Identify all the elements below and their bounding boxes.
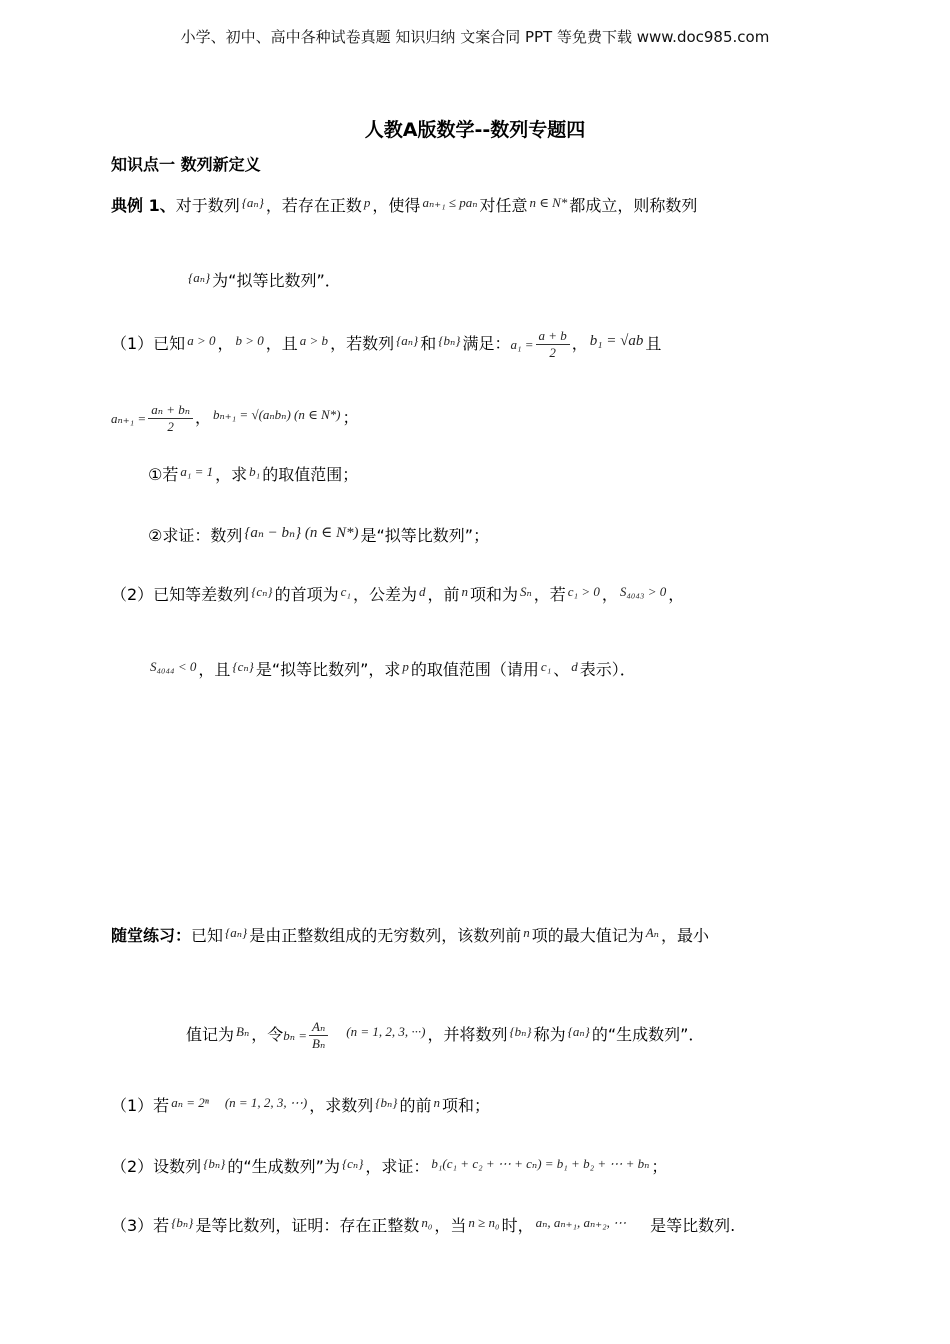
- example-label: 典例 1、: [111, 196, 176, 215]
- math-cn: {cₙ}: [251, 584, 273, 599]
- text: 满足：: [462, 334, 511, 353]
- text: ，: [195, 408, 212, 427]
- text: 称为: [533, 1025, 566, 1044]
- text: 为“拟等比数列”．: [212, 271, 341, 290]
- math-s4044-neg: S₄₀₄₄ < 0: [150, 659, 197, 674]
- practice-question-2: [111, 1154, 667, 1181]
- math-an-minus-bn: {aₙ − bₙ} (n ∈ N*): [244, 525, 359, 541]
- part2-line-1: [111, 582, 684, 609]
- text: ②求证：数列: [148, 526, 243, 545]
- math-a1-lhs: a₁ =: [510, 337, 534, 352]
- math-bn: {bₙ}: [203, 1156, 226, 1171]
- text: 项的最大值记为: [531, 926, 644, 945]
- math-n: n: [433, 1095, 440, 1110]
- math-an: {aₙ}: [396, 333, 419, 348]
- math-n-range: (n = 1, 2, 3, ···): [346, 1024, 426, 1039]
- math-an: {aₙ}: [188, 270, 211, 285]
- text: 的“生成数列”．: [591, 1025, 705, 1044]
- math-identity: b₁(c₁ + c₂ + ⋯ + cₙ) = b₁ + b₂ + ⋯ + bₙ: [431, 1156, 650, 1171]
- practice-line-2: [186, 1019, 704, 1052]
- text: 已知: [191, 926, 224, 945]
- math-n: n: [461, 584, 468, 599]
- text: ，若: [533, 585, 566, 604]
- text: ，: [571, 334, 588, 353]
- math-inequality: aₙ₊₁ ≤ paₙ: [422, 195, 478, 210]
- text: 的前: [399, 1096, 432, 1115]
- text: ，求证：: [365, 1157, 430, 1176]
- practice-line-1: [111, 923, 709, 950]
- math-sn: Sₙ: [519, 584, 532, 599]
- math-rec-b: bₙ₊₁ = √(aₙbₙ) (n ∈ N*): [213, 407, 341, 422]
- text: ，令: [251, 1025, 284, 1044]
- math-n0: n₀: [421, 1215, 433, 1230]
- text: ①若: [148, 465, 179, 484]
- site-header: 小学、初中、高中各种试卷真题 知识归纳 文案合同 PPT 等免费下载 www.doc985.com: [180, 28, 770, 46]
- text: 对任意: [479, 196, 528, 215]
- math-bn: {bₙ}: [171, 1215, 194, 1230]
- math-An: Aₙ: [645, 925, 659, 940]
- text: ，若数列: [330, 334, 395, 353]
- math-n-ge-n0: n ≥ n₀: [468, 1215, 500, 1230]
- text: 且: [645, 334, 662, 353]
- text: ，: [668, 585, 685, 604]
- text: （2）已知等差数列: [111, 585, 250, 604]
- text: ，前: [427, 585, 460, 604]
- text: ，: [217, 334, 234, 353]
- text: 是“拟等比数列”，求: [255, 660, 401, 679]
- text: 是“拟等比数列”；: [360, 526, 490, 545]
- text: （1）若: [111, 1096, 170, 1115]
- text: 的首项为: [274, 585, 339, 604]
- text: ，: [601, 585, 618, 604]
- part1-question-2: [148, 523, 489, 550]
- math-bn-lhs: bₙ =: [283, 1028, 308, 1043]
- text: 值记为: [186, 1025, 235, 1044]
- math-an: {aₙ}: [225, 925, 248, 940]
- fraction-numerator: a + b: [536, 328, 570, 345]
- math-s4043-pos: S₄₀₄₃ > 0: [619, 584, 667, 599]
- fraction-denominator: 2: [167, 419, 174, 434]
- math-bn: {bₙ}: [375, 1095, 398, 1110]
- math-c1: c₁: [540, 659, 552, 674]
- math-n-range: (n = 1, 2, 3, ⋯): [224, 1095, 308, 1110]
- math-c1: c₁: [340, 584, 351, 599]
- example-line-1: [111, 193, 697, 220]
- text: ，且: [198, 660, 231, 679]
- part1-line-1: [111, 328, 661, 361]
- practice-question-1: [111, 1093, 490, 1120]
- math-b-pos: b > 0: [235, 333, 264, 348]
- text: ；: [651, 1157, 668, 1176]
- math-d: d: [571, 659, 578, 674]
- fraction-numerator: Aₙ: [309, 1019, 328, 1036]
- text: 项和；: [441, 1096, 490, 1115]
- math-rec-fraction: [148, 402, 193, 435]
- text: ，最小: [660, 926, 709, 945]
- math-sequence: aₙ, aₙ₊₁, aₙ₊₂, ⋯: [535, 1215, 627, 1230]
- text: （1）已知: [111, 334, 186, 353]
- text: ，若存在正数: [265, 196, 362, 215]
- text: 是等比数列，证明：存在正整数: [195, 1216, 420, 1235]
- math-bn: {bₙ}: [509, 1024, 532, 1039]
- text: 时，: [501, 1216, 534, 1235]
- math-p: p: [402, 659, 409, 674]
- part1-line-2: [111, 402, 359, 435]
- math-cn: {cₙ}: [232, 659, 254, 674]
- math-a-gt-b: a > b: [299, 333, 329, 348]
- math-an: {aₙ}: [567, 1024, 590, 1039]
- text: ；: [342, 408, 359, 427]
- math-cn: {cₙ}: [341, 1156, 364, 1171]
- math-an-eq: aₙ = 2ⁿ: [171, 1095, 209, 1110]
- fraction-denominator: Bₙ: [312, 1036, 326, 1051]
- text: 和: [420, 334, 437, 353]
- text: ，且: [265, 334, 298, 353]
- text: ，公差为: [352, 585, 417, 604]
- text: ，求: [215, 465, 248, 484]
- text: 是由正整数组成的无穷数列，该数列前: [249, 926, 522, 945]
- text: （3）若: [111, 1216, 170, 1235]
- math-b1: b₁: [249, 464, 261, 479]
- text: 是等比数列.: [650, 1216, 736, 1235]
- math-n-in-N: n ∈ N*: [529, 195, 568, 210]
- practice-label: 随堂练习：: [111, 926, 192, 945]
- math-an: {aₙ}: [241, 195, 264, 210]
- fraction-numerator: aₙ + bₙ: [148, 402, 193, 419]
- practice-question-3: [111, 1213, 735, 1240]
- text: 都成立，则称数列: [569, 196, 698, 215]
- math-p: p: [363, 195, 371, 210]
- page-title: 人教A版数学--数列专题四: [364, 119, 586, 141]
- math-bn-fraction: [309, 1019, 328, 1052]
- text: 项和为: [469, 585, 518, 604]
- text: （2）设数列: [111, 1157, 202, 1176]
- text: 对于数列: [175, 196, 240, 215]
- math-b1-sqrt: b₁ = √ab: [589, 333, 644, 349]
- math-a1-eq-1: a₁ = 1: [180, 464, 214, 479]
- text: ，使得: [372, 196, 421, 215]
- math-Bn: Bₙ: [236, 1024, 250, 1039]
- section-heading: 知识点一 数列新定义: [111, 155, 261, 174]
- math-bn: {bₙ}: [438, 333, 461, 348]
- text: 的取值范围；: [262, 465, 359, 484]
- math-a1-fraction: [536, 328, 570, 361]
- fraction-denominator: 2: [549, 345, 556, 360]
- text: ，当: [434, 1216, 467, 1235]
- part2-line-2: [148, 657, 636, 684]
- text: 的取值范围（请用: [410, 660, 539, 679]
- math-a-pos: a > 0: [187, 333, 216, 348]
- example-line-2: [186, 268, 341, 295]
- math-n: n: [523, 925, 530, 940]
- part1-question-1: [148, 462, 358, 489]
- math-rec-lhs: aₙ₊₁ =: [111, 411, 147, 426]
- text: 表示）．: [579, 660, 636, 679]
- math-c1-pos: c₁ > 0: [567, 584, 600, 599]
- text: ，求数列: [309, 1096, 374, 1115]
- text: ，并将数列: [427, 1025, 508, 1044]
- text: 的“生成数列”为: [227, 1157, 340, 1176]
- math-d: d: [418, 584, 426, 599]
- text: 、: [553, 660, 570, 679]
